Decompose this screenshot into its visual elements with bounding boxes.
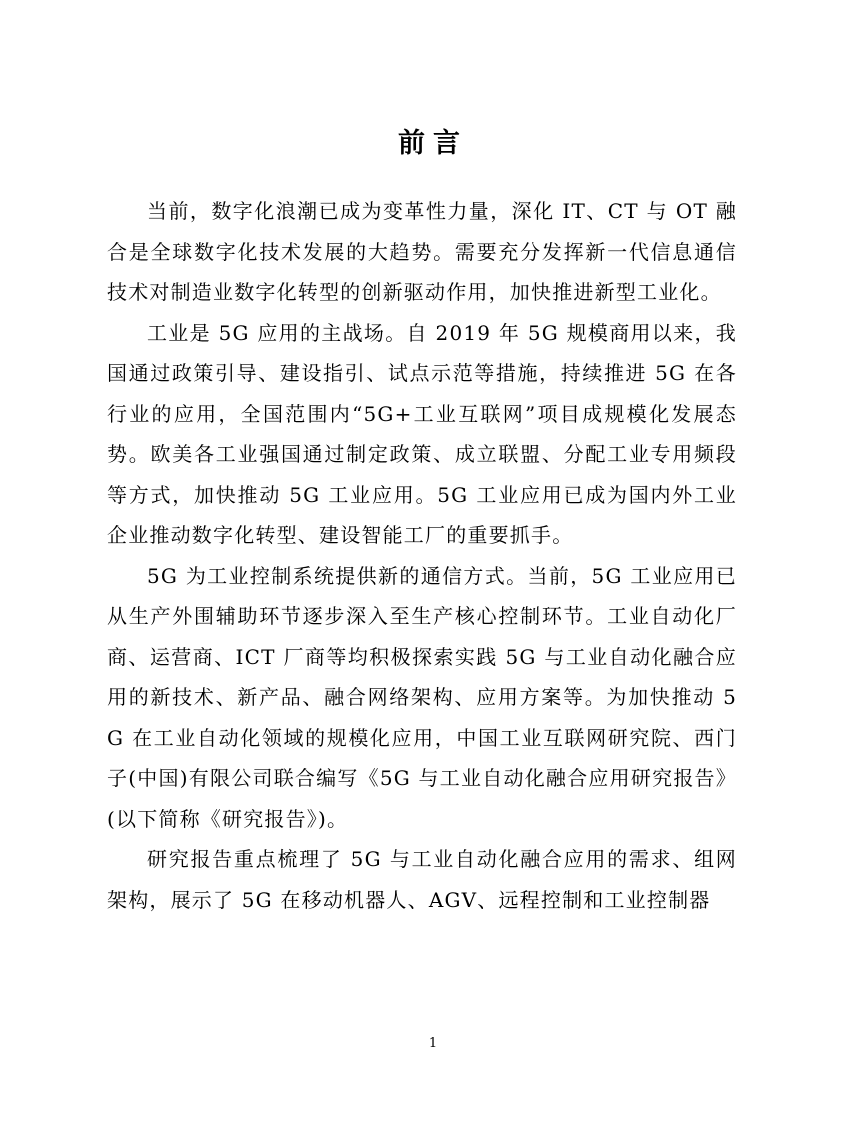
- page-title: 前言: [398, 128, 468, 160]
- paragraph-2: 工业是 5G 应用的主战场。自 2019 年 5G 规模商用以来，我国通过政策引导、建设指引、试点示范等措施，持续推进 5G 在各行业的应用，全国范围内“5G+工业互联网”项目成规模化发展态势。欧美各工业强国通过制定政策、成立联盟、分配工业专用频段等方式，加快推动 5G 工业应用。5G 工业应用已成为国内外工业企业推动数字化转型、建设智能工厂的重要抓手。: [107, 320, 737, 547]
- page-number: 1: [428, 1036, 438, 1051]
- document-body: [107, 191, 737, 920]
- paragraph-3: 5G 为工业控制系统提供新的通信方式。当前，5G 工业应用已从生产外围辅助环节逐步深入至生产核心控制环节。工业自动化厂商、运营商、ICT 厂商等均积极探索实践 5G 与工业自动化融合应用的新技术、新产品、融合网络架构、应用方案等。为加快推动 5G 在工业自动化领域的规模化应用，中国工业互联网研究院、西门子(中国)有限公司联合编写《5G 与工业自动化融合应用研究报告》(以下简称《研究报告》)。: [107, 563, 737, 831]
- paragraph-4: 研究报告重点梳理了 5G 与工业自动化融合应用的需求、组网架构，展示了 5G 在移动机器人、AGV、远程控制和工业控制器: [107, 847, 737, 912]
- paragraph-1: 当前，数字化浪潮已成为变革性力量，深化 IT、CT 与 OT 融合是全球数字化技术发展的大趋势。需要充分发挥新一代信息通信技术对制造业数字化转型的创新驱动作用，加快推进新型工业化。: [107, 199, 737, 304]
